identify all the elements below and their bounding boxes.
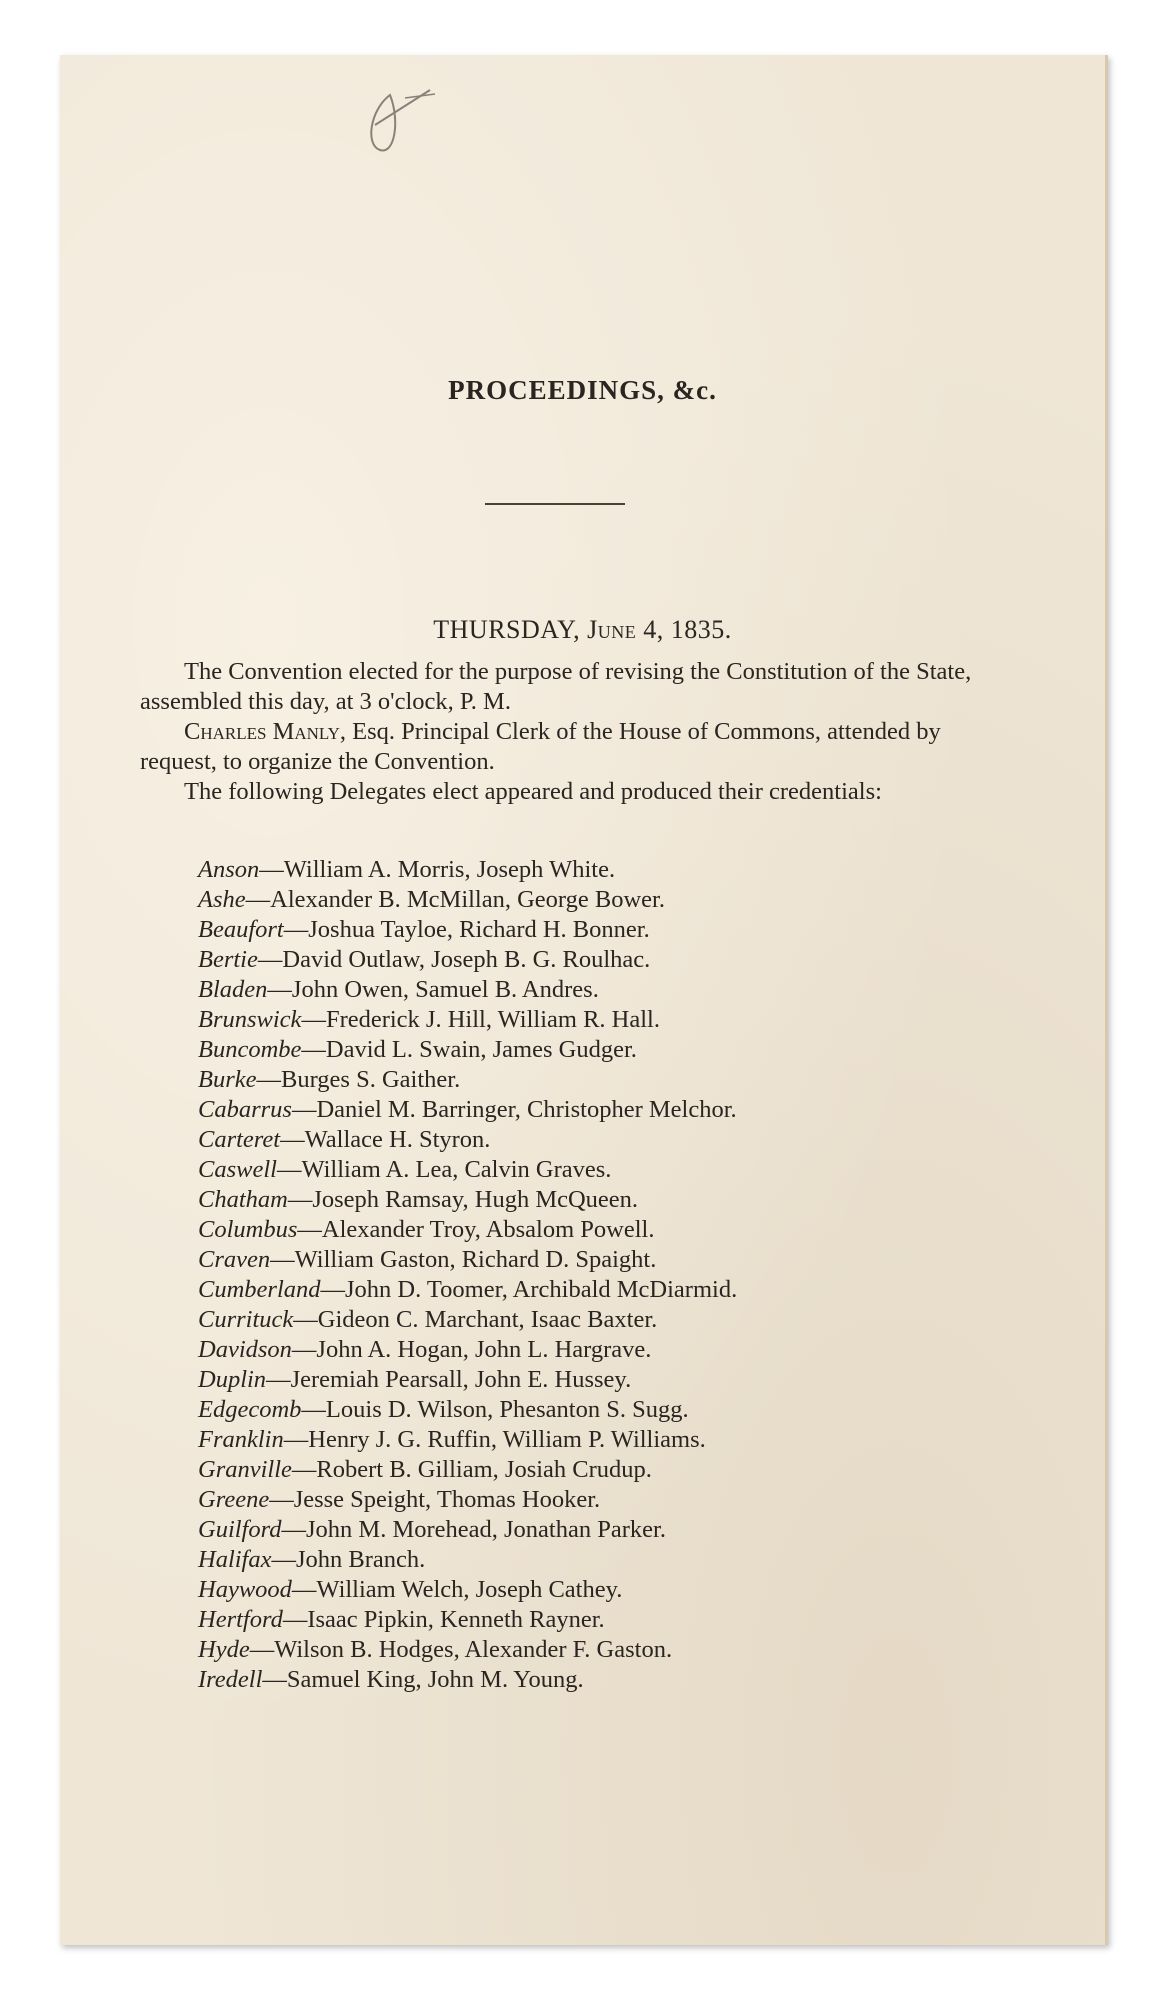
em-dash: — — [283, 916, 309, 943]
em-dash: — — [301, 1396, 326, 1423]
county-name: Burke — [198, 1066, 257, 1093]
page-title: PROCEEDINGS, &c. — [448, 375, 717, 405]
em-dash: — — [297, 1216, 322, 1243]
delegate-names: Louis D. Wilson, Phesanton S. Sugg. — [325, 1396, 689, 1423]
delegate-names: Daniel M. Barringer, Christopher Melchor. — [316, 1096, 737, 1123]
delegate-entry — [198, 1245, 998, 1275]
county-name: Cumberland — [198, 1276, 321, 1303]
delegate-entry — [198, 1005, 998, 1035]
delegate-entry — [198, 855, 998, 885]
county-name: Buncombe — [198, 1036, 302, 1063]
delegate-entry — [198, 1185, 998, 1215]
delegate-entry — [198, 1305, 998, 1335]
em-dash: — — [269, 1486, 294, 1513]
delegate-entry — [198, 1425, 998, 1455]
em-dash: — — [301, 1036, 326, 1063]
delegate-entry — [198, 1545, 998, 1575]
em-dash: — — [293, 1306, 318, 1333]
delegate-names: Alexander B. McMillan, George Bower. — [270, 886, 665, 913]
delegate-entry — [198, 945, 998, 975]
delegate-names: Joseph Ramsay, Hugh McQueen. — [312, 1186, 639, 1213]
delegate-entry — [198, 915, 998, 945]
county-name: Anson — [198, 856, 260, 883]
em-dash: — — [245, 886, 271, 913]
delegate-entry — [198, 1275, 998, 1305]
county-name: Ashe — [198, 886, 246, 913]
em-dash: — — [283, 1426, 309, 1453]
county-name: Carteret — [198, 1126, 281, 1153]
em-dash: — — [249, 1636, 275, 1663]
em-dash: — — [276, 1156, 302, 1183]
delegate-names: William A. Lea, Calvin Graves. — [301, 1156, 612, 1183]
county-name: Caswell — [198, 1156, 277, 1183]
delegate-names: William Welch, Joseph Cathey. — [316, 1576, 623, 1603]
delegate-entry — [198, 1575, 998, 1605]
delegate-entry — [198, 1485, 998, 1515]
delegate-entry — [198, 1605, 998, 1635]
em-dash: — — [281, 1516, 306, 1543]
delegate-names: Henry J. G. Ruffin, William P. Williams. — [308, 1426, 706, 1453]
em-dash: — — [301, 1006, 326, 1033]
delegate-entry — [198, 1515, 998, 1545]
delegate-entry — [198, 1395, 998, 1425]
delegate-names: David Outlaw, Joseph B. G. Roulhac. — [282, 946, 651, 973]
delegate-entry — [198, 1035, 998, 1065]
county-name: Davidson — [198, 1336, 292, 1363]
delegate-names: Samuel King, John M. Young. — [286, 1666, 584, 1693]
delegate-names: Burges S. Gaither. — [281, 1066, 461, 1093]
delegate-names: Wilson B. Hodges, Alexander F. Gaston. — [274, 1636, 673, 1663]
em-dash: — — [267, 976, 292, 1003]
county-name: Edgecomb — [198, 1396, 302, 1423]
delegate-entry — [198, 1665, 998, 1695]
divider-rule — [485, 503, 625, 505]
document-page — [60, 55, 1108, 1945]
delegate-names: William A. Morris, Joseph White. — [283, 856, 616, 883]
delegate-names: Isaac Pipkin, Kenneth Rayner. — [307, 1606, 605, 1633]
em-dash: — — [291, 1456, 317, 1483]
delegate-list — [198, 855, 998, 1695]
county-name: Currituck — [198, 1306, 294, 1333]
delegate-entry — [198, 1635, 998, 1665]
county-name: Hyde — [198, 1636, 250, 1663]
delegate-names: Frederick J. Hill, William R. Hall. — [325, 1006, 660, 1033]
delegate-entry — [198, 1455, 998, 1485]
county-name: Columbus — [198, 1216, 298, 1243]
delegate-entry — [198, 1155, 998, 1185]
county-name: Franklin — [198, 1426, 284, 1453]
delegate-entry — [198, 1095, 998, 1125]
delegate-names: John A. Hogan, John L. Hargrave. — [316, 1336, 652, 1363]
delegate-names: John M. Morehead, Jonathan Parker. — [306, 1516, 666, 1543]
em-dash: — — [270, 1246, 295, 1273]
delegate-names: John Branch. — [296, 1546, 426, 1573]
county-name: Beaufort — [198, 916, 284, 943]
em-dash: — — [320, 1276, 345, 1303]
delegate-names: David L. Swain, James Gudger. — [325, 1036, 637, 1063]
date-month-day: June 4, — [587, 615, 664, 644]
delegate-entry — [198, 975, 998, 1005]
county-name: Chatham — [198, 1186, 288, 1213]
county-name: Craven — [198, 1246, 271, 1273]
paragraph-clerk — [140, 717, 1000, 777]
em-dash: — — [280, 1126, 305, 1153]
delegate-names: Robert B. Gilliam, Josiah Crudup. — [316, 1456, 652, 1483]
date-day: THURSDAY, — [433, 615, 581, 644]
proceedings-text — [140, 657, 1000, 807]
county-name: Greene — [198, 1486, 270, 1513]
delegate-entry — [198, 1335, 998, 1365]
county-name: Granville — [198, 1456, 292, 1483]
county-name: Cabarrus — [198, 1096, 292, 1123]
county-name: Iredell — [198, 1666, 263, 1693]
county-name: Guilford — [198, 1516, 282, 1543]
paragraph-delegates-intro: The following Delegates elect appeared and produced their credentials: — [184, 778, 882, 805]
delegate-names: Alexander Troy, Absalom Powell. — [321, 1216, 655, 1243]
em-dash: — — [257, 946, 283, 973]
em-dash: — — [271, 1546, 296, 1573]
delegate-names: Wallace H. Styron. — [304, 1126, 491, 1153]
date-year: 1835. — [670, 615, 732, 644]
delegate-entry — [198, 1065, 998, 1095]
delegate-names: John Owen, Samuel B. Andres. — [291, 976, 599, 1003]
delegate-names: William Gaston, Richard D. Spaight. — [294, 1246, 657, 1273]
em-dash: — — [256, 1066, 281, 1093]
session-date — [60, 615, 1105, 645]
clerk-text: Esq. Principal Clerk of the House of Commons, attended by request, to organize the Convention. — [140, 718, 941, 775]
paragraph-convention: The Convention elected for the purpose of revising the Constitution of the State, assembled this day, at 3 o'clock, P. M. — [140, 658, 972, 715]
em-dash: — — [259, 856, 284, 883]
delegate-names: Jeremiah Pearsall, John E. Hussey. — [290, 1366, 632, 1393]
em-dash: — — [287, 1186, 313, 1213]
county-name: Duplin — [198, 1366, 267, 1393]
delegate-entry — [198, 1215, 998, 1245]
delegate-names: Gideon C. Marchant, Isaac Baxter. — [317, 1306, 658, 1333]
county-name: Bladen — [198, 976, 268, 1003]
county-name: Bertie — [198, 946, 258, 973]
delegate-entry — [198, 1125, 998, 1155]
delegate-names: Jesse Speight, Thomas Hooker. — [293, 1486, 601, 1513]
pencil-annotation-icon — [360, 80, 440, 160]
delegate-entry — [198, 1365, 998, 1395]
county-name: Hertford — [198, 1606, 283, 1633]
em-dash: — — [291, 1336, 317, 1363]
clerk-name: Charles Manly, — [184, 718, 347, 745]
em-dash: — — [291, 1096, 317, 1123]
em-dash: — — [291, 1576, 317, 1603]
county-name: Brunswick — [198, 1006, 302, 1033]
delegate-names: John D. Toomer, Archibald McDiarmid. — [345, 1276, 738, 1303]
em-dash: — — [262, 1666, 287, 1693]
delegate-names: Joshua Tayloe, Richard H. Bonner. — [308, 916, 650, 943]
em-dash: — — [282, 1606, 308, 1633]
em-dash: — — [266, 1366, 291, 1393]
county-name: Haywood — [198, 1576, 292, 1603]
delegate-entry — [198, 885, 998, 915]
county-name: Halifax — [198, 1546, 272, 1573]
